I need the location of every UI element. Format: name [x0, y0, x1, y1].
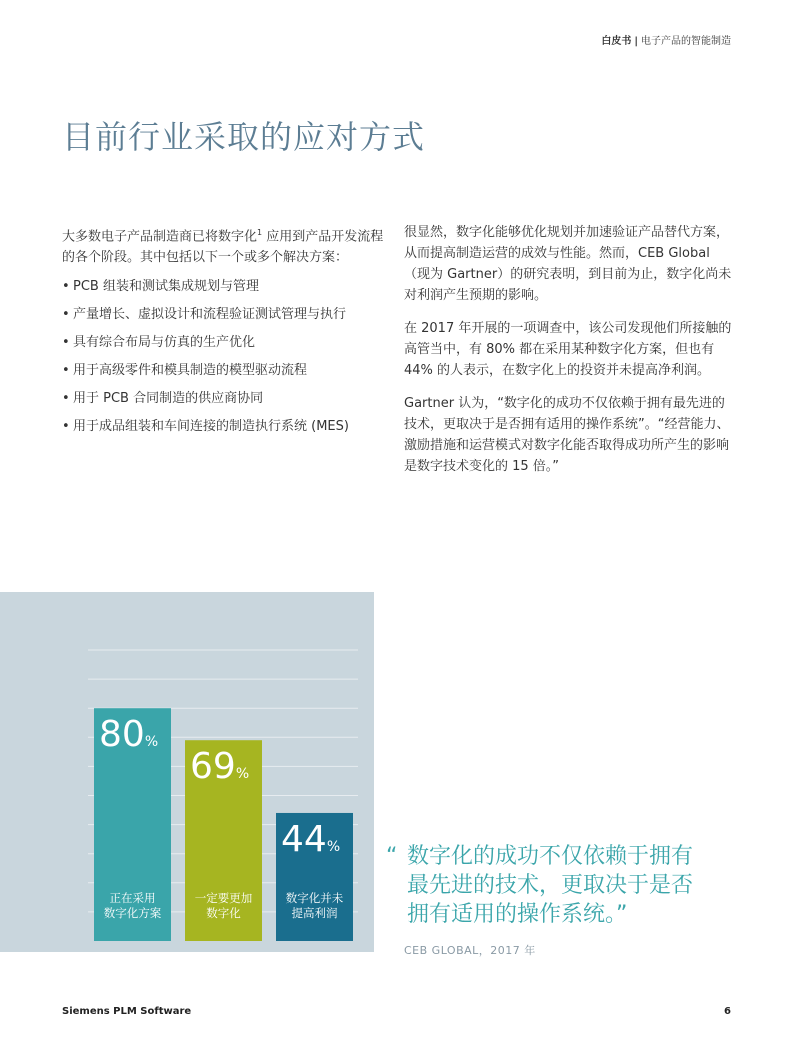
quote-text [407, 842, 693, 929]
quote-last-line [407, 900, 693, 929]
quote-close-mark: ” [616, 902, 628, 927]
right-column [404, 222, 732, 489]
quote-source: CEB GLOBAL，2017 年 [404, 944, 536, 957]
quote-line: 最先进的技术，更取决于是否 [407, 873, 694, 898]
bar-value-number: 80 [99, 714, 145, 756]
quote-open-mark: “ [386, 844, 398, 869]
body-paragraph: Gartner 认为，“数字化的成功不仅依赖于拥有最先进的技术，更取决于是否拥有适用的操作系统”。“经营能力、激励措施和运营模式对数字化能否取得成功所产生的影响是数字技术变化的 15 倍。” [404, 396, 730, 474]
bar-group [94, 708, 171, 941]
body-paragraph: 很显然，数字化能够优化规划并加速验证产品替代方案，从而提高制造运营的成效与性能。然而，CEB Global（现为 Gartner）的研究表明，到目前为止，数字化尚未对利润产生预期的影响。 [404, 225, 732, 303]
intro-text-after: 应用到产品开发流程的各个阶段。其中包括以下一个或多个解决方案： [62, 229, 384, 266]
footnote-marker: 1 [257, 228, 263, 237]
bar-value-number: 44 [281, 818, 327, 860]
bar-category-label: 提高利润 [291, 906, 338, 920]
footer-company: Siemens PLM Software [62, 1006, 192, 1017]
bar-category-label: 一定要更加 [194, 891, 253, 905]
quote-line: 拥有适用的操作系统。 [407, 902, 617, 927]
bar-value-number: 69 [190, 746, 236, 788]
list-item: • 用于高级零件和模具制造的模型驱动流程 [62, 360, 387, 381]
bar-category-label: 数字化方案 [103, 906, 162, 920]
bar-value-unit: % [144, 734, 159, 751]
bar-category-label: 数字化并未 [285, 891, 344, 905]
solution-list [62, 276, 387, 437]
bar-group [185, 740, 262, 941]
quote-line: 数字化的成功不仅依赖于拥有 [407, 844, 694, 869]
bar-value-unit: % [235, 766, 250, 783]
page-title: 目前行业采取的应对方式 [62, 118, 426, 156]
left-column [62, 222, 387, 444]
list-item: • 产量增长、虚拟设计和流程验证测试管理与执行 [62, 304, 387, 325]
list-item: • PCB 组装和测试集成规划与管理 [62, 276, 387, 297]
header-subtitle: 电子产品的智能制造 [641, 36, 731, 47]
bar-group [276, 813, 353, 941]
body-paragraph: 在 2017 年开展的一项调查中，该公司发现他们所接触的高管当中，有 80% 都在采用某种数字化方案，但也有 44% 的人表示，在数字化上的投资并未提高净利润。 [404, 321, 732, 378]
intro-paragraph [62, 222, 387, 268]
list-item: • 用于 PCB 合同制造的供应商协同 [62, 388, 387, 409]
list-item: • 用于成品组装和车间连接的制造执行系统 (MES) [62, 416, 387, 437]
page-number: 6 [724, 1006, 731, 1017]
list-item: • 具有综合布局与仿真的生产优化 [62, 332, 387, 353]
bar-value-unit: % [326, 838, 341, 855]
bar-chart [0, 592, 374, 952]
bar-chart-panel [0, 592, 374, 952]
header-separator: | [634, 36, 638, 47]
page-header [601, 32, 731, 47]
bar-category-label: 数字化 [206, 906, 241, 920]
bar-category-label: 正在采用 [109, 891, 156, 905]
intro-text-before: 大多数电子产品制造商已将数字化 [62, 229, 258, 245]
header-doc-type: 白皮书 [601, 36, 632, 47]
